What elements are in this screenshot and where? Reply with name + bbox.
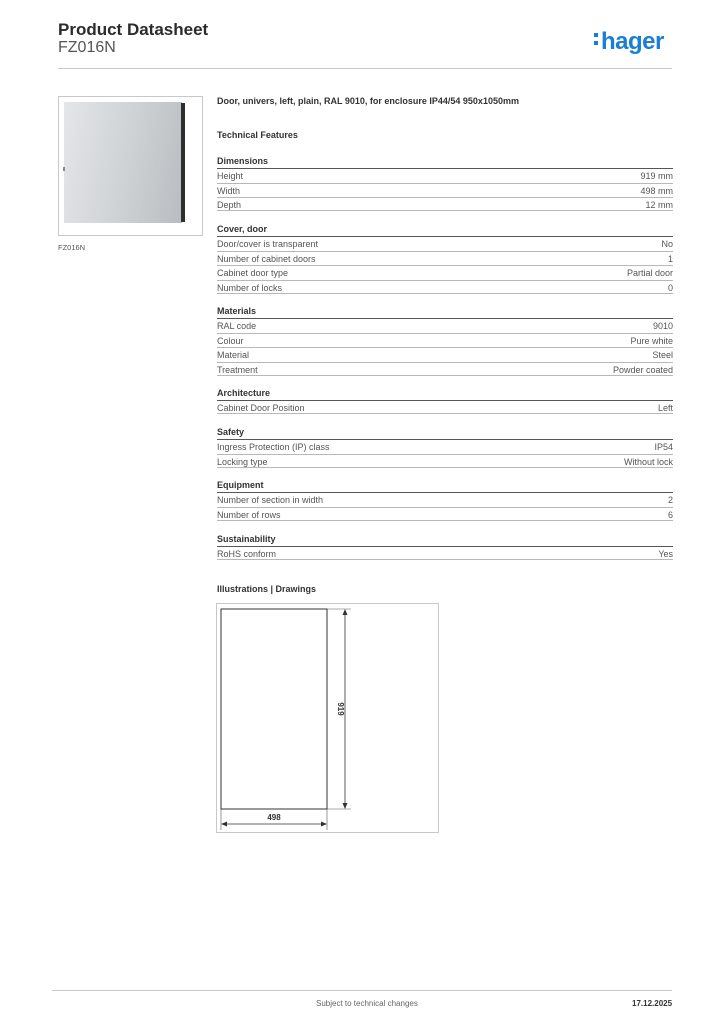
illustrations-heading: Illustrations | Drawings [217,584,317,594]
footer-divider [52,990,672,991]
spec-value: Partial door [626,268,673,279]
spec-label: Cabinet Door Position [217,403,305,413]
spec-label: Ingress Protection (IP) class [217,442,330,452]
spec-label: Locking type [217,456,268,467]
spec-row [217,168,673,182]
spec-value: No [661,239,673,249]
section-title: Sustainability [217,534,276,544]
spec-label: Depth [217,200,242,211]
spec-label: Number of section in width [217,495,324,505]
footer-note: Subject to technical changes [316,999,418,1008]
arrow-up-icon [343,609,348,615]
spec-label: Height [217,171,244,181]
door-outline [221,609,327,809]
spec-label: Cabinet door type [217,268,289,279]
door-edge [181,103,185,222]
spec-row [217,439,673,453]
spec-row [217,492,673,506]
spec-row [217,454,673,468]
spec-row [217,400,673,414]
spec-value: 6 [667,509,673,520]
spec-label: Number of locks [217,283,283,294]
spec-row [217,251,673,265]
spec-label: Number of cabinet doors [217,253,316,264]
spec-value: Without lock [623,456,673,467]
product-thumbnail [58,96,203,236]
spec-value: 919 mm [640,171,673,181]
product-description: Door, univers, left, plain, RAL 9010, for enclosure IP44/54 950x1050mm [217,96,519,106]
thumbnail-caption: FZ016N [58,243,86,252]
footer-date: 17.12.2025 [632,999,673,1008]
arrow-down-icon [343,803,348,809]
height-label: 919 [336,702,345,716]
hager-logo [594,28,664,56]
spec-value: 1 [667,253,673,264]
arrow-right-icon [321,822,327,827]
spec-row [217,236,673,250]
spec-value: Pure white [630,335,673,346]
spec-row [217,362,673,376]
section-title: Equipment [217,480,264,490]
spec-row [217,347,673,361]
spec-label: Treatment [217,365,258,376]
section-title: Architecture [217,388,271,398]
spec-value: 2 [667,495,673,505]
page-title: Product Datasheet [58,20,209,39]
spec-label: Number of rows [217,509,281,520]
spec-value: 12 mm [645,200,673,211]
spec-value: Left [657,403,673,413]
section-title: Materials [217,306,257,316]
section-title: Safety [217,427,245,437]
spec-row [217,280,673,294]
technical-features-heading: Technical Features [217,130,298,140]
width-label: 498 [267,813,281,822]
spec-row [217,546,673,560]
spec-value: Steel [652,350,673,361]
spec-label: RoHS conform [217,549,277,559]
door-image [64,102,182,223]
spec-row [217,333,673,347]
spec-value: 0 [667,283,673,294]
header-divider [58,68,672,69]
spec-label: Width [217,185,241,196]
product-reference: FZ016N [58,39,116,56]
spec-row [217,197,673,211]
door-hinge [63,167,65,171]
spec-row [217,265,673,279]
spec-row [217,183,673,197]
logo-text: hager [601,28,664,55]
spec-row [217,318,673,332]
logo-dots-icon [594,28,599,45]
spec-value: 9010 [652,321,673,331]
spec-value: Powder coated [612,365,673,376]
section-title: Cover, door [217,224,268,234]
spec-label: Colour [217,335,244,346]
spec-value: 498 mm [640,185,673,196]
spec-label: Material [217,350,250,361]
drawing-svg [217,604,438,832]
spec-row [217,507,673,521]
dimension-drawing [216,603,439,833]
arrow-left-icon [221,822,227,827]
spec-value: Yes [658,549,673,559]
spec-value: IP54 [654,442,673,452]
spec-label: Door/cover is transparent [217,239,319,249]
spec-label: RAL code [217,321,257,331]
section-title: Dimensions [217,156,269,166]
